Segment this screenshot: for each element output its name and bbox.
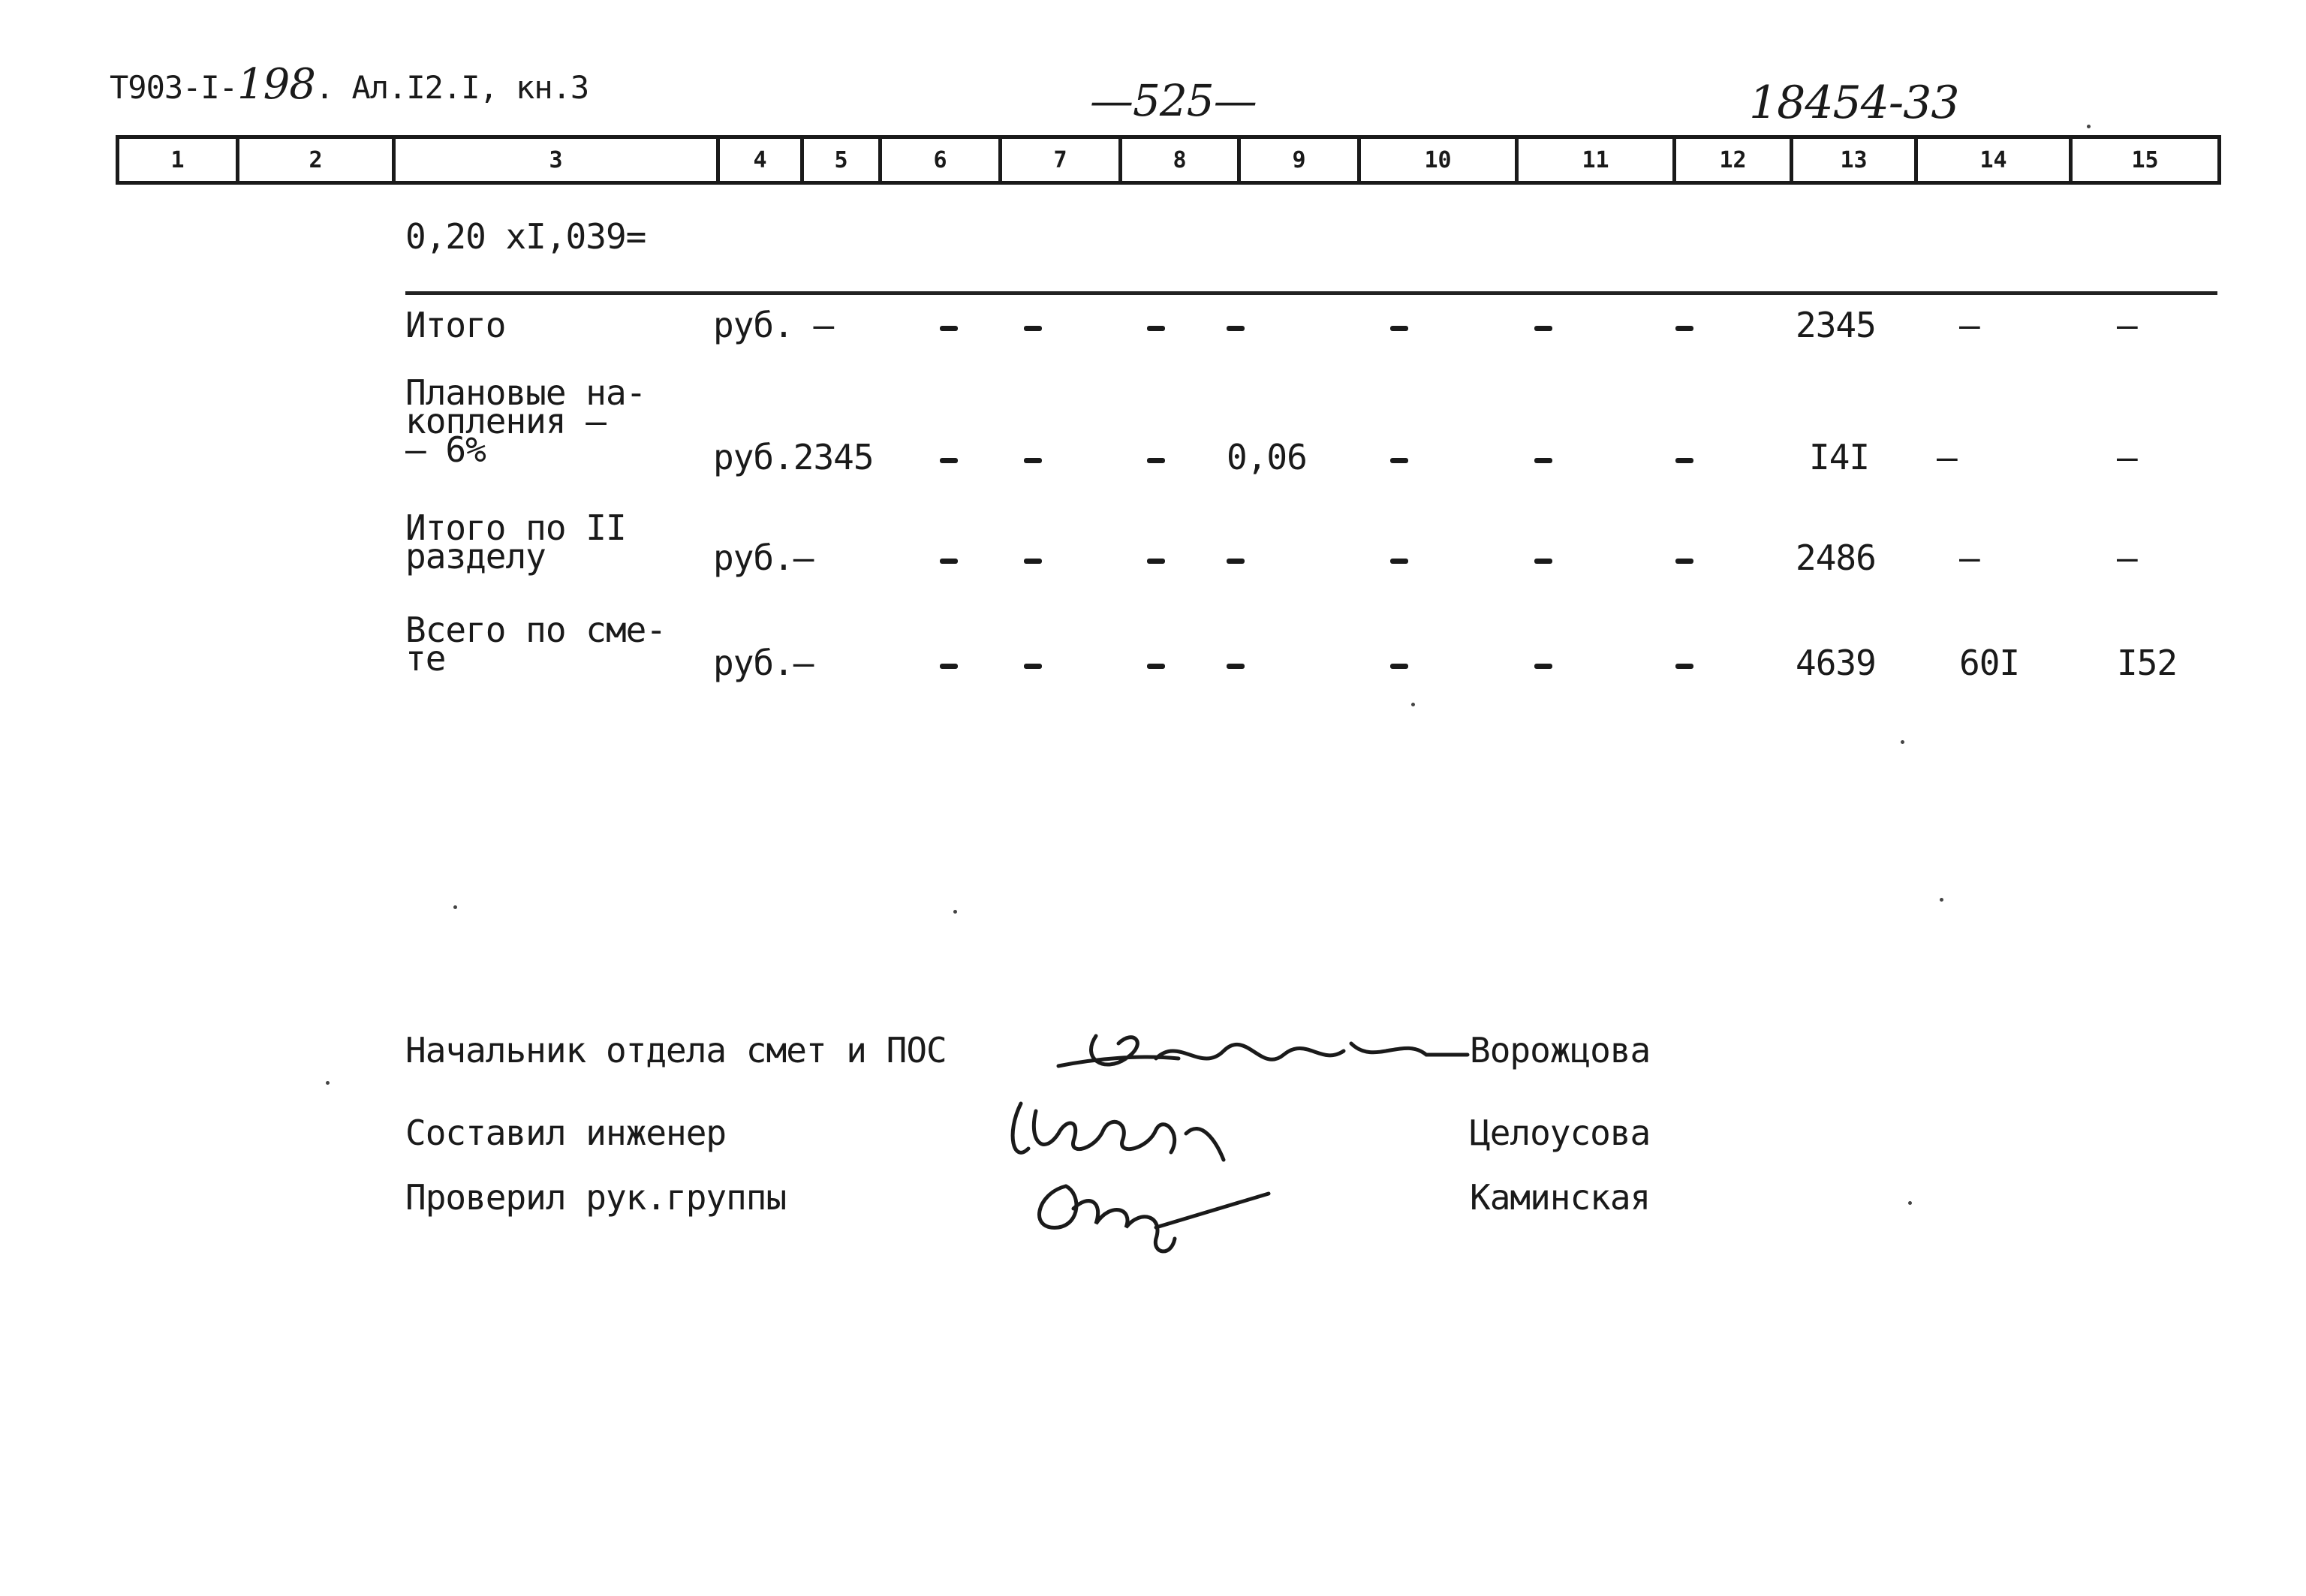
dash-col11 — [1534, 458, 1552, 463]
row-label — [405, 372, 646, 470]
column-header-9: 9 — [1239, 137, 1359, 183]
section-divider — [405, 291, 2217, 295]
formula-line: 0,20 хI,039= — [405, 216, 646, 257]
column-header-8: 8 — [1121, 137, 1239, 183]
register-number: 18454-33 — [1749, 77, 1959, 129]
value-col13: 2345 — [1796, 305, 1876, 345]
scan-speck — [1940, 898, 1943, 902]
value-col13: 2486 — [1796, 538, 1876, 578]
row-label-line: разделу — [405, 536, 546, 577]
signatory-name: Целоусова — [1470, 1113, 1651, 1153]
dash-col8 — [1147, 559, 1165, 564]
signature-role: Проверил рук.группы — [405, 1177, 787, 1218]
dash-col11 — [1534, 559, 1552, 564]
row-label — [405, 610, 667, 679]
row-label-line: копления – — [405, 401, 606, 441]
dash-col7 — [1024, 326, 1042, 331]
value-col14: – — [1959, 305, 1979, 345]
unit-cell: руб.– — [713, 643, 814, 683]
value-col13: 4639 — [1796, 643, 1876, 683]
column-header-1: 1 — [118, 137, 238, 183]
value-col13: I4I — [1809, 437, 1870, 477]
value-col15: I52 — [2117, 643, 2178, 683]
dash-col7 — [1024, 559, 1042, 564]
scan-speck — [326, 1081, 330, 1085]
value-col14: – — [1959, 538, 1979, 578]
row-label — [405, 305, 506, 345]
page-number: —525— — [1090, 75, 1257, 126]
scan-speck — [2087, 125, 2091, 128]
document-code-prefix: Т903-I- — [110, 69, 238, 106]
column-header-13: 13 — [1792, 137, 1916, 183]
column-header-10: 10 — [1359, 137, 1517, 183]
column-header-15: 15 — [2071, 137, 2220, 183]
unit-cell: руб.2345 — [713, 437, 874, 477]
column-header-4: 4 — [718, 137, 802, 183]
dash-col6 — [940, 326, 958, 331]
column-header-3: 3 — [394, 137, 718, 183]
dash-col8 — [1147, 326, 1165, 331]
dash-col10 — [1390, 664, 1408, 669]
dash-col12 — [1675, 559, 1693, 564]
column-header-5: 5 — [802, 137, 881, 183]
column-header-2: 2 — [238, 137, 394, 183]
value-col15: – — [2117, 305, 2137, 345]
document-code — [110, 60, 589, 109]
dash-col7 — [1024, 664, 1042, 669]
row-label-line: – 6% — [405, 429, 486, 470]
scan-speck — [1901, 740, 1904, 744]
column-header-6: 6 — [881, 137, 1001, 183]
column-header-7: 7 — [1001, 137, 1121, 183]
dash-col10 — [1390, 559, 1408, 564]
dash-col6 — [940, 559, 958, 564]
value-col9: 0,06 — [1227, 437, 1307, 477]
unit-cell: руб.– — [713, 538, 814, 578]
value-col15: – — [2117, 538, 2137, 578]
column-header-row — [118, 137, 2220, 183]
column-header-table — [116, 135, 2221, 185]
value-col15: – — [2117, 437, 2137, 477]
dash-col11 — [1534, 326, 1552, 331]
row-label — [405, 507, 626, 577]
dash-col9 — [1227, 326, 1245, 331]
row-label-line: Всего по сме- — [405, 610, 667, 650]
dash-col6 — [940, 664, 958, 669]
signature-role: Составил инженер — [405, 1113, 727, 1153]
scan-speck — [953, 910, 957, 914]
column-header-12: 12 — [1675, 137, 1792, 183]
value-col14: – — [1937, 437, 1957, 477]
document-code-suffix: . Ал.I2.I, кн.3 — [315, 69, 589, 106]
signatory-name: Каминская — [1470, 1177, 1651, 1218]
row-label-line: Плановые на- — [405, 372, 646, 413]
row-label-line: те — [405, 638, 446, 679]
dash-col8 — [1147, 664, 1165, 669]
dash-col10 — [1390, 458, 1408, 463]
dash-col10 — [1390, 326, 1408, 331]
scan-speck — [1411, 703, 1415, 706]
dash-col12 — [1675, 326, 1693, 331]
dash-col9 — [1227, 664, 1245, 669]
signatory-name: Ворожцова — [1470, 1030, 1651, 1071]
document-code-handwritten-number: 198 — [237, 60, 315, 109]
value-col14: 60I — [1959, 643, 2020, 683]
scan-speck — [1908, 1201, 1912, 1205]
row-label-line: Итого — [405, 305, 506, 345]
dash-col8 — [1147, 458, 1165, 463]
row-label-line: Итого по II — [405, 507, 626, 548]
scan-speck — [453, 905, 457, 909]
signature-role: Начальник отдела смет и ПОС — [405, 1030, 947, 1071]
dash-col7 — [1024, 458, 1042, 463]
dash-col12 — [1675, 458, 1693, 463]
unit-cell: руб. – — [713, 305, 834, 345]
column-header-11: 11 — [1517, 137, 1675, 183]
dash-col6 — [940, 458, 958, 463]
column-header-14: 14 — [1916, 137, 2071, 183]
dash-col9 — [1227, 559, 1245, 564]
dash-col11 — [1534, 664, 1552, 669]
dash-col12 — [1675, 664, 1693, 669]
signature-kaminskaya — [1021, 1156, 1276, 1261]
